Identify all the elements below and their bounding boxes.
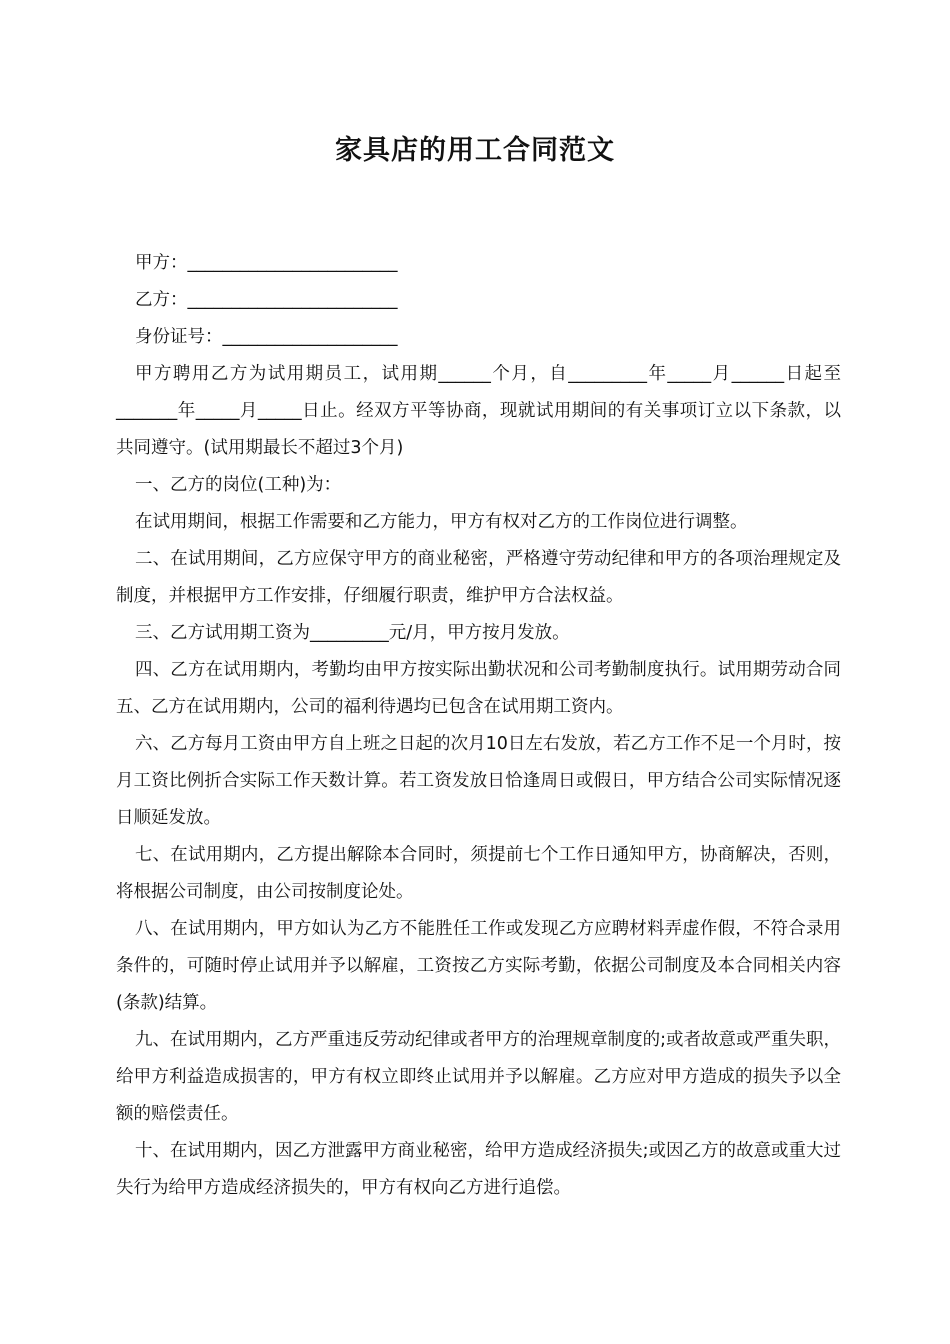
clause-10: 十、在试用期内，因乙方泄露甲方商业秘密，给甲方造成经济损失;或因乙方的故意或重大过失行为给甲方造成经济损失的，甲方有权向乙方进行追偿。 <box>116 1141 841 1198</box>
clause-1-detail: 在试用期间，根据工作需要和乙方能力，甲方有权对乙方的工作岗位进行调整。 <box>135 512 748 532</box>
clause-2: 二、在试用期间，乙方应保守甲方的商业秘密，严格遵守劳动纪律和甲方的各项治理规定及制度，并根据甲方工作安排，仔细履行职责，维护甲方合法权益。 <box>116 549 841 606</box>
party-a-field: 甲方：________________________ <box>135 253 398 273</box>
clause-7: 七、在试用期内，乙方提出解除本合同时，须提前七个工作日通知甲方，协商解决，否则，将根据公司制度，由公司按制度论处。 <box>116 845 841 902</box>
clause-4-5: 四、乙方在试用期内，考勤均由甲方按实际出勤状况和公司考勤制度执行。试用期劳动合同五、乙方在试用期内，公司的福利待遇均已包含在试用期工资内。 <box>116 660 841 717</box>
clause-9: 九、在试用期内，乙方严重违反劳动纪律或者甲方的治理规章制度的;或者故意或严重失职，给甲方利益造成损害的，甲方有权立即终止试用并予以解雇。乙方应对甲方造成的损失予以全额的赔偿责任。 <box>116 1030 841 1124</box>
clause-8: 八、在试用期内，甲方如认为乙方不能胜任工作或发现乙方应聘材料弄虚作假，不符合录用条件的，可随时停止试用并予以解雇，工资按乙方实际考勤，依据公司制度及本合同相关内容(条款)结算。 <box>116 919 841 1013</box>
clause-6: 六、乙方每月工资由甲方自上班之日起的次月10日左右发放，若乙方工作不足一个月时，按月工资比例折合实际工作天数计算。若工资发放日恰逢周日或假日，甲方结合公司实际情况逐日顺延发放。 <box>116 734 841 828</box>
document-title: 家具店的用工合同范文 <box>335 135 615 166</box>
id-number-field: 身份证号：____________________ <box>135 327 398 347</box>
intro-paragraph: 甲方聘用乙方为试用期员工，试用期______个月，自_________年_____月______日起至_______年_____月_____日止。经双方平等协商，现就试用期间的有关事项订立以下条款，以共同遵守。(试用期最长不超过3个月) <box>116 364 841 458</box>
party-b-field: 乙方：________________________ <box>135 290 398 310</box>
document-body <box>116 245 841 1207</box>
clause-1: 一、乙方的岗位(工种)为： <box>135 475 342 495</box>
clause-3: 三、乙方试用期工资为_________元/月，甲方按月发放。 <box>135 623 570 643</box>
